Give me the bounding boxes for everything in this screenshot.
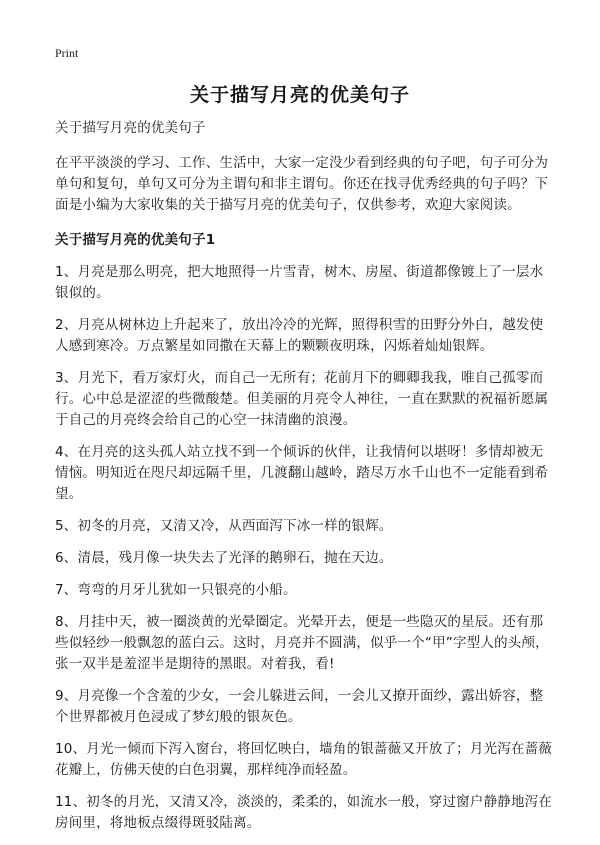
document-body (55, 118, 555, 845)
sentence-item: 8、月挂中天，被一圈淡黄的光晕圈定。光晕开去，便是一些隐灭的星辰。还有那些似轻纱一般飘忽的蓝白云。这时，月亮并不圆满，似乎一个“甲”字型人的头颅，张一双半是羞涩半是期待的黑眼。对着我，看! (55, 614, 549, 672)
intro-paragraph: 在平平淡淡的学习、工作、生活中，大家一定没少看到经典的句子吧，句子可分为单句和复句，单句又可分为主谓句和非主谓句。你还在找寻优秀经典的句子吗？下面是小编为大家收集的关于描写月亮的优美句子，仅供参考，欢迎大家阅读。 (55, 155, 549, 213)
print-link[interactable]: Print (55, 46, 79, 60)
sentence-item: 5、初冬的月亮，又清又冷，从西面泻下冰一样的银辉。 (55, 518, 393, 534)
sentence-item: 2、月亮从树林边上升起来了，放出冷冷的光辉，照得积雪的田野分外白，越发使人感到寒冷。万点繁星如同撒在天幕上的颗颗夜明珠，闪烁着灿灿银辉。 (55, 317, 544, 354)
sentence-item: 9、月亮像一个含羞的少女，一会儿躲进云间，一会儿又撩开面纱，露出娇容，整个世界都被月色浸成了梦幻般的银灰色。 (55, 688, 544, 725)
document-subtitle: 关于描写月亮的优美句子 (55, 120, 206, 136)
sentence-item: 11、初冬的月光，又清又冷，淡淡的，柔柔的，如流水一般，穿过窗户静静地泻在房间里，将地板点缀得斑驳陆离。 (55, 794, 553, 831)
sentence-item: 10、月光一倾而下泻入窗台，将回忆映白，墙角的银蔷薇又开放了；月光泻在蔷薇花瓣上，仿佛天使的白色羽翼，那样纯净而轻盈。 (55, 741, 553, 778)
sentence-item: 7、弯弯的月牙儿犹如一只银亮的小船。 (55, 582, 297, 598)
sentence-item: 1、月亮是那么明亮，把大地照得一片雪青，树木、房屋、街道都像镀上了一层水银似的。 (55, 264, 544, 301)
sentence-item: 6、清晨，残月像一块失去了光泽的鹅卵石，抛在天边。 (55, 550, 393, 566)
document-title: 关于描写月亮的优美句子 (189, 84, 410, 106)
sentence-item: 4、在月亮的这头孤人站立找不到一个倾诉的伙伴，让我情何以堪呀！多情却被无情恼。明知近在咫尺却远隔千里，几渡翻山越岭，踏尽万水千山也不一定能看到希望。 (55, 444, 549, 502)
section-heading: 关于描写月亮的优美句子1 (55, 232, 216, 248)
sentence-item: 3、月光下，看万家灯火，而自己一无所有；花前月下的卿卿我我，唯自己孤零而行。心中总是涩涩的些微酸楚。但美丽的月亮令人神往，一直在默默的祝福祈愿属于自己的月亮终会给自己的心空一抹清幽的浪漫。 (55, 370, 549, 428)
